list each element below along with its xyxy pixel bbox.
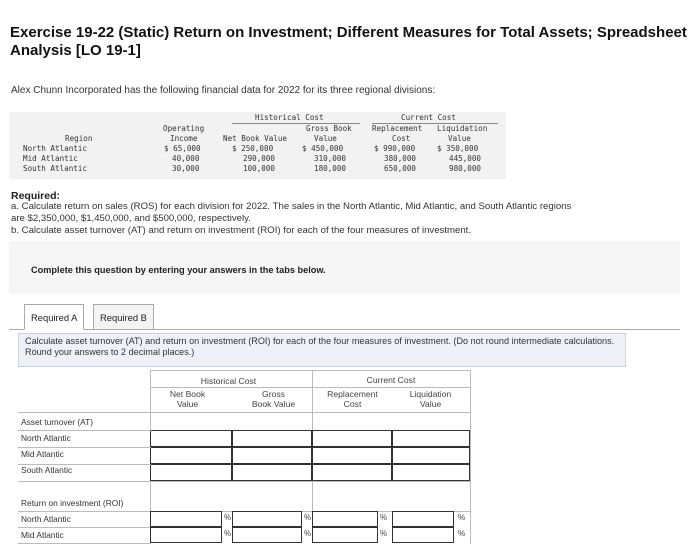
grid-col-lv-1: Liquidation <box>409 389 452 399</box>
roi-north-gbv-input[interactable] <box>232 511 302 527</box>
roi-row-label: North Atlantic <box>21 514 71 524</box>
percent-sign: % <box>458 529 466 538</box>
col-operating-1: Operating <box>163 124 205 133</box>
percent-sign: % <box>224 513 232 522</box>
grid-group-historical: Historical Cost <box>200 376 257 386</box>
page-title: Exercise 19-22 (Static) Return on Investment; Different Measures for Total Assets; Spreadsheet Analysis [LO 19-1] <box>10 24 687 59</box>
tab-required-a[interactable]: Required A <box>24 304 84 330</box>
intro-text: Alex Chunn Incorporated has the following financial data for 2022 for its three regional divisions: <box>11 85 436 96</box>
instruction-text: Complete this question by entering your answers in the tabs below. <box>31 265 326 275</box>
at-south-gbv-input[interactable] <box>232 464 312 481</box>
at-mid-lv-input[interactable] <box>392 447 470 464</box>
divider <box>18 412 470 413</box>
data-lv: 445,000 <box>449 154 482 163</box>
data-region: Mid Atlantic <box>23 154 78 163</box>
divider <box>312 481 313 511</box>
divider <box>470 370 471 544</box>
roi-mid-nbv-input[interactable] <box>150 527 222 543</box>
at-north-nbv-input[interactable] <box>150 430 232 447</box>
data-gbv: $ 450,000 <box>302 144 344 153</box>
grid-col-gbv-2: Book Value <box>251 399 296 409</box>
at-south-nbv-input[interactable] <box>150 464 232 481</box>
data-operating: 30,000 <box>172 164 200 173</box>
at-row-label: South Atlantic <box>21 465 73 475</box>
calc-instruction-text: Calculate asset turnover (AT) and return on investment (ROI) for each of the four measures of investment. (Do not round intermediate calculations. Round your answers to 2 decimal places.) <box>25 336 615 357</box>
data-nbv: 100,000 <box>243 164 276 173</box>
data-region: North Atlantic <box>23 144 88 153</box>
data-gbv: 310,000 <box>314 154 347 163</box>
col-rc-1: Replacement <box>372 124 423 133</box>
roi-mid-gbv-input[interactable] <box>232 527 302 543</box>
tab-required-b[interactable]: Required B <box>93 304 154 330</box>
group-current-header: Current Cost <box>401 113 456 122</box>
roi-mid-lv-input[interactable] <box>392 527 454 543</box>
data-lv: 980,000 <box>449 164 482 173</box>
grid-col-nbv-2: Value <box>176 399 199 409</box>
grid-col-gbv-1: Gross <box>262 389 285 399</box>
group-historical-header: Historical Cost <box>255 113 324 122</box>
roi-north-nbv-input[interactable] <box>150 511 222 527</box>
at-north-gbv-input[interactable] <box>232 430 312 447</box>
data-rc: 650,000 <box>384 164 417 173</box>
col-lv-2: Value <box>448 134 471 143</box>
required-a-line2: are $2,350,000, $1,450,000, and $500,000, respectively. <box>11 213 251 224</box>
required-a-line1: a. Calculate return on sales (ROS) for each division for 2022. The sales in the North Atlantic, Mid Atlantic, and South Atlantic regions <box>11 201 572 212</box>
divider <box>150 370 151 430</box>
divider <box>312 370 313 430</box>
percent-sign: % <box>380 513 388 522</box>
divider <box>18 447 151 448</box>
col-lv-1: Liquidation <box>437 124 488 133</box>
at-north-lv-input[interactable] <box>392 430 470 447</box>
roi-north-lv-input[interactable] <box>392 511 454 527</box>
col-gbv-1: Gross Book <box>306 124 352 133</box>
required-heading: Required: <box>11 190 61 202</box>
data-region: South Atlantic <box>23 164 88 173</box>
at-mid-gbv-input[interactable] <box>232 447 312 464</box>
divider <box>18 481 470 482</box>
percent-sign: % <box>458 513 466 522</box>
grid-col-rc-1: Replacement <box>327 389 378 399</box>
divider <box>150 370 470 371</box>
grid-group-current: Current Cost <box>366 375 416 385</box>
col-region: Region <box>65 134 93 143</box>
at-mid-rc-input[interactable] <box>312 447 392 464</box>
roi-heading: Return on investment (ROI) <box>21 498 124 508</box>
at-south-rc-input[interactable] <box>312 464 392 481</box>
col-nbv: Net Book Value <box>223 134 288 143</box>
required-b-line: b. Calculate asset turnover (AT) and return on investment (ROI) for each of the four measures of investment. <box>11 225 471 236</box>
divider <box>18 464 151 465</box>
roi-north-rc-input[interactable] <box>312 511 378 527</box>
data-operating: 40,000 <box>172 154 200 163</box>
data-nbv: $ 250,000 <box>232 144 274 153</box>
percent-sign: % <box>380 529 388 538</box>
at-heading: Asset turnover (AT) <box>21 417 93 427</box>
col-rc-2: Cost <box>392 134 411 143</box>
at-south-lv-input[interactable] <box>392 464 470 481</box>
data-rc: 380,000 <box>384 154 417 163</box>
divider <box>150 481 151 511</box>
percent-sign: % <box>224 529 232 538</box>
grid-col-nbv-1: Net Book <box>169 389 206 399</box>
grid-col-lv-2: Value <box>419 399 442 409</box>
col-gbv-2: Value <box>314 134 337 143</box>
data-nbv: 290,000 <box>243 154 276 163</box>
at-mid-nbv-input[interactable] <box>150 447 232 464</box>
data-rc: $ 990,000 <box>374 144 416 153</box>
at-row-label: Mid Atlantic <box>21 449 64 459</box>
percent-sign: % <box>304 529 312 538</box>
divider <box>150 387 470 388</box>
grid-col-rc-2: Cost <box>343 399 362 409</box>
percent-sign: % <box>304 513 312 522</box>
col-operating-2: Income <box>170 134 198 143</box>
data-gbv: 180,000 <box>314 164 347 173</box>
at-north-rc-input[interactable] <box>312 430 392 447</box>
at-row-label: North Atlantic <box>21 433 71 443</box>
data-operating: $ 65,000 <box>164 144 201 153</box>
divider <box>18 527 151 528</box>
roi-row-label: Mid Atlantic <box>21 530 64 540</box>
divider <box>18 430 151 431</box>
roi-mid-rc-input[interactable] <box>312 527 378 543</box>
data-lv: $ 350,000 <box>437 144 479 153</box>
